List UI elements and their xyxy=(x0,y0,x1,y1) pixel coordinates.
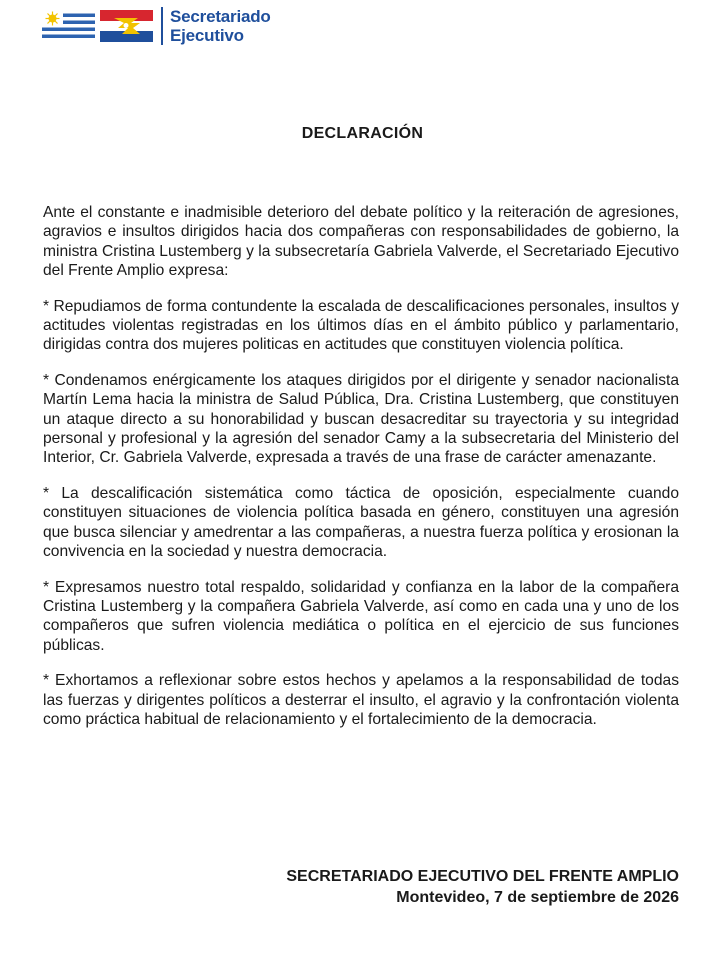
declaration-body xyxy=(43,203,679,745)
statement-paragraph: * Condenamos enérgicamente los ataques dirigidos por el dirigente y senador nacionalista Martín Lema hacia la ministra de Salud Pública, Dra. Cristina Lustemberg, que constituyen un ataque directo a su honorabilidad y buscan desacreditar su trayectoria y su integridad personal y profesional y la agresión del senador Camy a la subsecretaria del Ministerio del Interior, Cr. Gabriela Valverde, expresada a través de una frase de carácter amenazante. xyxy=(43,371,679,467)
statement-paragraph: * Expresamos nuestro total respaldo, solidaridad y confianza en la labor de la compañera Cristina Lustemberg y la compañera Gabriela Valverde, así como en cada una y uno de los compañeros que sufren violencia mediática o política en el ejercicio de sus funciones públicas. xyxy=(43,578,679,654)
document-title: DECLARACIÓN xyxy=(301,125,424,142)
statement-paragraph: * La descalificación sistemática como táctica de oposición, especialmente cuando constituyen situaciones de violencia política basada en género, constituyen una agresión que busca silenciar y amedrentar a las compañeras, a nuestra fuerza política y erosionan la convivencia en la sociedad y nuestra democracia. xyxy=(43,484,679,561)
signature-block xyxy=(286,866,679,908)
statement-paragraph: * Repudiamos de forma contundente la escalada de descalificaciones personales, insultos y actitudes violentas registradas en los últimos días en el ámbito público y parlamentario, dirigidas contra dos mujeres politicas en actitudes que constituyen violencia política. xyxy=(43,297,679,354)
header-divider xyxy=(161,7,163,45)
header xyxy=(42,6,271,46)
uruguay-flag-icon xyxy=(42,10,95,42)
intro-paragraph: Ante el constante e inadmisible deterioro del debate político y la reiteración de agresiones, agravios e insultos dirigidos hacia dos compañeras con responsabilidades de gobierno, la ministra Cristina Lustemberg y la subsecretaría Gabriela Valverde, el Secretariado Ejecutivo del Frente Amplio expresa: xyxy=(43,204,679,280)
org-name xyxy=(170,7,271,45)
org-name-line2: Ejecutivo xyxy=(170,26,244,45)
signature-org: SECRETARIADO EJECUTIVO DEL FRENTE AMPLIO xyxy=(286,868,679,885)
org-name-line1: Secretariado xyxy=(170,7,271,26)
frente-amplio-flag-icon xyxy=(100,10,153,42)
signature-place-date: Montevideo, 7 de septiembre de 2026 xyxy=(396,889,679,906)
statement-paragraph: * Exhortamos a reflexionar sobre estos hechos y apelamos a la responsabilidad de todas las fuerzas y dirigentes políticos a desterrar el insulto, el agravio y la confrontación violenta como práctica habitual de relacionamiento y el fortalecimiento de la democracia. xyxy=(43,672,679,728)
